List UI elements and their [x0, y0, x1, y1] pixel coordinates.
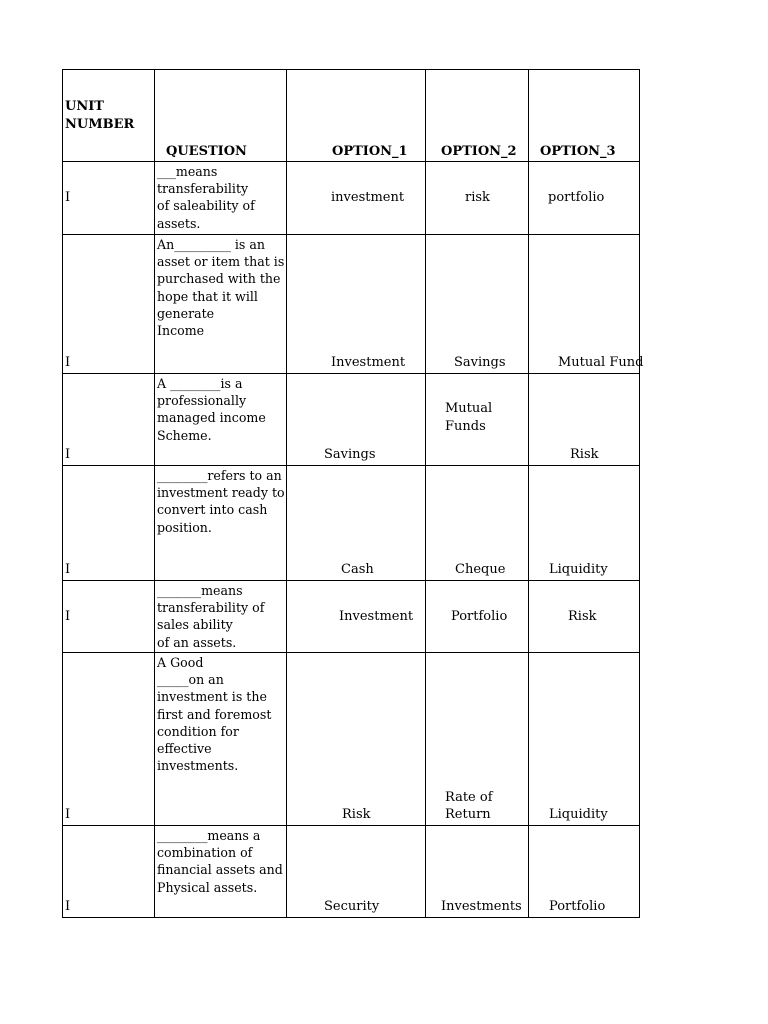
option-3: Risk — [568, 609, 597, 624]
option-2-cell — [426, 374, 529, 466]
option-3: Risk — [570, 447, 599, 462]
unit-number: I — [65, 562, 71, 577]
question-cell — [155, 162, 287, 235]
unit-cell — [63, 581, 155, 653]
question-cell — [155, 466, 287, 581]
option-3-cell — [529, 653, 640, 826]
option-3-cell — [529, 235, 644, 374]
unit-cell — [63, 826, 155, 918]
option-1-cell — [287, 466, 426, 581]
option-3-cell — [529, 466, 640, 581]
unit-number: I — [65, 355, 71, 370]
table-row — [63, 162, 640, 235]
option-2-cell — [426, 653, 529, 826]
unit-cell — [63, 235, 155, 374]
option-3-cell — [529, 162, 640, 235]
table-row — [63, 466, 640, 581]
unit-number: I — [65, 447, 71, 462]
option-2-cell — [426, 235, 529, 374]
option-2: Investments — [441, 899, 522, 914]
header-unit-cell — [63, 70, 155, 162]
table-row — [63, 653, 640, 826]
question-table — [62, 69, 644, 918]
option-3-cell — [529, 826, 640, 918]
header-question: QUESTION — [166, 144, 247, 159]
question-text: ________refers to an investment ready to convert into cash position. — [157, 468, 285, 535]
option-3: Liquidity — [549, 807, 608, 822]
option-3-cell — [529, 581, 640, 653]
unit-cell — [63, 466, 155, 581]
question-cell — [155, 581, 287, 653]
option-1-cell — [287, 826, 426, 918]
option-2: Portfolio — [451, 609, 508, 624]
option-2: risk — [465, 190, 490, 205]
option-2: Savings — [454, 355, 506, 370]
option-3-cell — [529, 374, 640, 466]
option-1-cell — [287, 653, 426, 826]
option-1-cell — [287, 235, 426, 374]
unit-cell — [63, 162, 155, 235]
option-2: Cheque — [455, 562, 506, 577]
question-text: ___means transferability of saleability of assets. — [157, 164, 255, 231]
option-1-cell — [287, 162, 426, 235]
option-3: Portfolio — [549, 899, 606, 914]
unit-number: I — [65, 190, 71, 205]
question-text: A ________is a professionally managed income Scheme. — [157, 376, 266, 443]
question-cell — [155, 235, 287, 374]
question-text: A Good _____on an investment is the first and foremost condition for effective investments. — [157, 655, 272, 774]
unit-number: I — [65, 609, 71, 624]
option-1: Cash — [341, 562, 374, 577]
option-2-cell — [426, 581, 529, 653]
unit-number: I — [65, 899, 71, 914]
header-option2-cell — [426, 70, 529, 162]
header-option3-cell — [529, 70, 640, 162]
option-3: portfolio — [548, 190, 605, 205]
table-row — [63, 374, 640, 466]
option-2-cell — [426, 826, 529, 918]
table-row — [63, 826, 640, 918]
option-1-cell — [287, 374, 426, 466]
option-3: Mutual Fund — [558, 355, 644, 370]
header-option1-cell — [287, 70, 426, 162]
question-cell — [155, 374, 287, 466]
table-row — [63, 235, 640, 374]
header-question-cell — [155, 70, 287, 162]
header-option-2: OPTION_2 — [441, 144, 517, 159]
unit-cell — [63, 653, 155, 826]
question-cell — [155, 826, 287, 918]
option-1: investment — [331, 190, 405, 205]
option-1: Savings — [324, 447, 376, 462]
option-2: Mutual Funds — [445, 401, 493, 434]
option-1: Security — [324, 899, 380, 914]
option-2: Rate of Return — [445, 790, 493, 822]
unit-cell — [63, 374, 155, 466]
option-3: Liquidity — [549, 562, 608, 577]
header-option-3: OPTION_3 — [540, 144, 616, 159]
header-unit-number: UNIT NUMBER — [65, 99, 135, 132]
unit-number: I — [65, 807, 71, 822]
option-1: Investment — [339, 609, 414, 624]
option-2-cell — [426, 162, 529, 235]
question-text: An_________ is an asset or item that is purchased with the hope that it will generate Income — [157, 237, 285, 339]
option-1-cell — [287, 581, 426, 653]
question-cell — [155, 653, 287, 826]
question-text: ________means a combination of financial assets and Physical assets. — [157, 828, 283, 895]
option-1: Investment — [331, 355, 406, 370]
question-text: _______means transferability of sales ability of an assets. — [157, 583, 265, 650]
header-row — [63, 70, 640, 162]
option-1: Risk — [342, 807, 371, 822]
header-option-1: OPTION_1 — [332, 144, 408, 159]
option-2-cell — [426, 466, 529, 581]
table-row — [63, 581, 640, 653]
